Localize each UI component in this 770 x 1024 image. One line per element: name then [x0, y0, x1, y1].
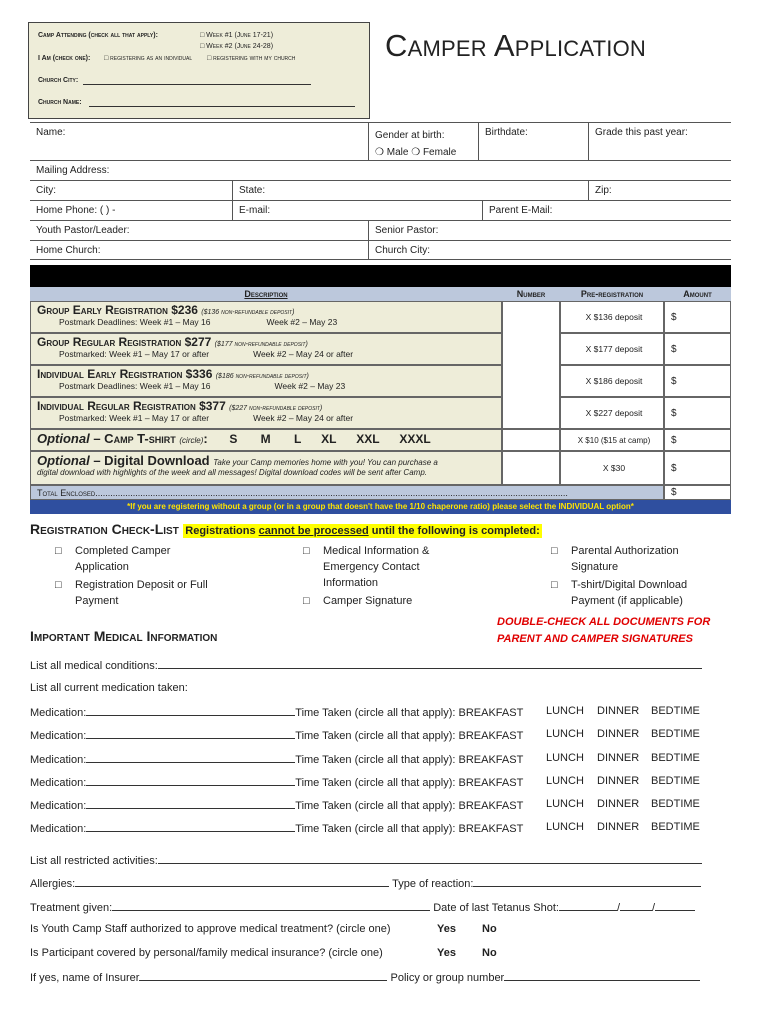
fee-row-tshirt: Optional – Camp T-shirt (circle): S M L XL XXL XXXL	[30, 429, 502, 451]
authorized-no[interactable]: No	[482, 923, 497, 935]
time-taken-breakfast[interactable]: Time Taken (circle all that apply): BREAKFAST	[295, 730, 524, 742]
prereg-header: Pre-registration	[560, 287, 664, 301]
fee-note: ($227 non-refundable deposit)	[229, 405, 323, 412]
time-taken-dinner[interactable]: DINNER	[597, 798, 640, 810]
fee-note: ($177 non-refundable deposit)	[214, 341, 308, 348]
prereg-cell: X $227 deposit	[560, 397, 664, 429]
download-desc-cont: digital download with highlights of the week and all messages! Digital download codes will be sent after Camp.	[37, 468, 427, 477]
fee-row-download	[30, 451, 502, 485]
policy-blank[interactable]	[504, 970, 700, 981]
restricted-label: List all restricted activities:	[30, 855, 158, 867]
reaction-blank[interactable]	[473, 876, 701, 887]
checklist-item-label: Parental Authorization Signature	[571, 545, 679, 573]
fee-name: Group Regular Registration $277	[37, 335, 212, 349]
home-church-field[interactable]: Home Church:	[36, 245, 101, 256]
parent-email-field[interactable]: Parent E-Mail:	[482, 201, 731, 220]
birthdate-field[interactable]: Birthdate:	[478, 123, 588, 160]
checklist-item-parental[interactable]	[551, 543, 711, 575]
insurer-label: If yes, name of Insurer	[30, 972, 140, 984]
fee-note: ($136 non-refundable deposit)	[201, 309, 295, 316]
checklist-item-label: Camper Signature	[323, 595, 413, 607]
fee-deadline-week1: Postmarked: Week #1 – May 17 or after	[59, 413, 210, 423]
church-city-line[interactable]	[83, 76, 311, 85]
week2-checkbox[interactable]: □ Week #2 (June 24-28)	[200, 43, 274, 50]
time-taken-bedtime[interactable]: BEDTIME	[651, 705, 700, 717]
tshirt-label: – Camp T-shirt	[93, 431, 176, 446]
time-taken-dinner[interactable]: DINNER	[597, 728, 640, 740]
checklist-item-label: T-shirt/Digital Download Payment (if applicable)	[571, 579, 688, 607]
reaction-label: Type of reaction:	[392, 878, 474, 890]
checkbox-icon[interactable]: □	[303, 595, 310, 607]
allergies-line[interactable]	[30, 876, 701, 890]
prereg-cell: X $30	[560, 451, 664, 485]
medication-blank[interactable]	[86, 821, 295, 832]
time-taken-bedtime[interactable]: BEDTIME	[651, 775, 700, 787]
checklist-item-label: Medical Information & Emergency Contact Information	[323, 545, 430, 589]
medical-heading: Important Medical Information	[30, 628, 218, 644]
amount-cell[interactable]: $	[664, 365, 731, 397]
time-taken-lunch[interactable]: LUNCH	[546, 728, 584, 740]
time-taken-breakfast[interactable]: Time Taken (circle all that apply): BREAKFAST	[295, 707, 524, 719]
policy-label: Policy or group number	[390, 972, 505, 984]
current-meds-label: List all current medication taken:	[30, 682, 188, 694]
info-row-phone	[30, 200, 731, 220]
checklist-item-deposit[interactable]	[55, 577, 235, 609]
zip-field[interactable]: Zip:	[588, 181, 731, 200]
youth-pastor-field[interactable]: Youth Pastor/Leader:	[36, 225, 130, 236]
optional-label: Optional	[37, 431, 90, 446]
covered-question: Is Participant covered by personal/family medical insurance? (circle one)	[30, 947, 383, 959]
checkbox-icon[interactable]: □	[551, 545, 558, 557]
fee-deadline-week1: Postmarked: Week #1 – May 17 or after	[59, 349, 210, 359]
prereg-cell: X $10 ($15 at camp)	[560, 429, 664, 451]
checklist-item-signature[interactable]	[303, 593, 463, 609]
medication-row[interactable]	[30, 728, 523, 742]
camp-attending-label: Camp Attending (check all that apply):	[38, 32, 158, 39]
info-row-pastor	[30, 220, 731, 240]
checklist-title: Registration Check-List	[30, 521, 179, 537]
time-taken-bedtime[interactable]: BEDTIME	[651, 728, 700, 740]
time-taken-lunch[interactable]: LUNCH	[546, 798, 584, 810]
checklist-item-label: Completed Camper Application	[75, 545, 171, 573]
senior-pastor-field[interactable]: Senior Pastor:	[368, 221, 731, 240]
info-row-city	[30, 180, 731, 200]
name-field[interactable]: Name:	[36, 127, 66, 138]
number-input-download[interactable]	[502, 451, 560, 485]
church-name-label: Church Name:	[38, 99, 82, 106]
restricted-line[interactable]	[30, 853, 702, 867]
allergies-blank[interactable]	[75, 876, 389, 887]
fee-deadline-week2: Week #2 – May 23	[266, 317, 338, 327]
covered-yes[interactable]: Yes	[437, 947, 456, 959]
amount-cell[interactable]: $	[664, 333, 731, 365]
gender-options[interactable]: ❍ Male ❍ Female	[375, 147, 457, 158]
church-checkbox[interactable]: □ registering with my church	[207, 55, 296, 62]
checkbox-icon[interactable]: □	[55, 579, 62, 591]
checkbox-icon[interactable]: □	[55, 545, 62, 557]
checklist-item-medical[interactable]	[303, 543, 463, 591]
checklist-note-a: Registrations	[185, 525, 256, 537]
individual-checkbox[interactable]: □ registering as an individual	[104, 55, 193, 62]
treatment-blank[interactable]	[112, 900, 430, 911]
insurer-line[interactable]	[30, 970, 700, 984]
table-header-bar	[30, 265, 731, 287]
fee-deadline-week1: Postmark Deadlines: Week #1 – May 16	[59, 317, 211, 327]
medication-row[interactable]	[30, 775, 523, 789]
time-taken-breakfast[interactable]: Time Taken (circle all that apply): BREAKFAST	[295, 777, 524, 789]
number-input-main[interactable]	[502, 301, 560, 429]
time-taken-breakfast[interactable]: Time Taken (circle all that apply): BREAKFAST	[295, 823, 524, 835]
conditions-blank[interactable]	[158, 658, 702, 669]
amount-header: Amount	[664, 287, 731, 301]
checklist-note-b: cannot be processed	[258, 525, 369, 537]
church-city-label: Church City:	[38, 77, 79, 84]
time-taken-dinner[interactable]: DINNER	[597, 705, 640, 717]
insurer-blank[interactable]	[139, 970, 387, 981]
fee-row-individual-regular	[30, 397, 502, 429]
i-am-label: I Am (check one):	[38, 55, 91, 62]
time-taken-bedtime[interactable]: BEDTIME	[651, 821, 700, 833]
description-header: Description	[30, 287, 502, 301]
checklist-heading	[30, 521, 542, 539]
amount-cell[interactable]: $	[664, 397, 731, 429]
medication-label: Medication:	[30, 777, 87, 789]
info-row-name	[30, 122, 731, 160]
state-field[interactable]: State:	[232, 181, 588, 200]
medication-blank[interactable]	[86, 728, 295, 739]
medication-row[interactable]	[30, 798, 523, 812]
number-header: Number	[502, 287, 560, 301]
amount-cell[interactable]: $	[664, 429, 731, 451]
medication-label: Medication:	[30, 707, 87, 719]
prereg-cell: X $186 deposit	[560, 365, 664, 397]
conditions-label: List all medical conditions:	[30, 660, 158, 672]
medication-row[interactable]	[30, 705, 523, 719]
fee-name: Individual Regular Registration $377	[37, 399, 226, 413]
amount-cell[interactable]: $	[664, 451, 731, 485]
info-row-church	[30, 240, 731, 260]
checklist-item-tshirt[interactable]	[551, 577, 711, 609]
gender-field[interactable]	[368, 123, 478, 160]
fee-deadline-week2: Week #2 – May 24 or after	[253, 349, 354, 359]
optional-label: Optional	[37, 453, 90, 468]
medication-blank[interactable]	[86, 705, 295, 716]
treatment-label: Treatment given:	[30, 902, 113, 914]
prereg-cell: X $177 deposit	[560, 333, 664, 365]
medication-label: Medication:	[30, 730, 87, 742]
authorized-question: Is Youth Camp Staff authorized to approve medical treatment? (circle one)	[30, 923, 391, 935]
amount-cell[interactable]: $	[664, 301, 731, 333]
fee-row-individual-early	[30, 365, 502, 397]
time-taken-dinner[interactable]: DINNER	[597, 821, 640, 833]
time-taken-lunch[interactable]: LUNCH	[546, 775, 584, 787]
week1-checkbox[interactable]: □ Week #1 (June 17-21)	[200, 32, 274, 39]
time-taken-lunch[interactable]: LUNCH	[546, 821, 584, 833]
tetanus-month[interactable]	[559, 900, 617, 911]
medication-blank[interactable]	[86, 798, 295, 809]
page-title: Camper Application	[385, 28, 646, 63]
fee-row-group-regular	[30, 333, 502, 365]
fee-note: ($186 non-refundable deposit)	[215, 373, 309, 380]
time-taken-bedtime[interactable]: BEDTIME	[651, 798, 700, 810]
time-taken-dinner[interactable]: DINNER	[597, 775, 640, 787]
city-field[interactable]: City:	[36, 185, 56, 196]
medication-blank[interactable]	[86, 775, 295, 786]
medication-blank[interactable]	[86, 752, 295, 763]
home-phone-field[interactable]: Home Phone: ( ) -	[36, 205, 116, 216]
medication-label: Medication:	[30, 823, 87, 835]
email-field[interactable]: E-mail:	[232, 201, 482, 220]
fee-deadline-week2: Week #2 – May 23	[274, 381, 346, 391]
checkbox-icon[interactable]: □	[303, 545, 310, 557]
church-name-line[interactable]	[89, 98, 355, 107]
checklist-note-c: until the following is completed:	[371, 525, 540, 537]
treatment-line[interactable]: Treatment given: Date of last Tetanus Shot: / /	[30, 900, 695, 914]
fee-deadline-week2: Week #2 – May 24 or after	[253, 413, 354, 423]
fee-name: Individual Early Registration $336	[37, 367, 213, 381]
home-church-city-field[interactable]: Church City:	[368, 241, 731, 259]
medication-label: Medication:	[30, 754, 87, 766]
time-taken-breakfast[interactable]: Time Taken (circle all that apply): BREAKFAST	[295, 800, 524, 812]
camp-selection-box	[28, 22, 370, 119]
checklist-item-application[interactable]	[55, 543, 215, 575]
download-desc: Take your Camp memories home with you! You can purchase a	[213, 458, 438, 467]
time-taken-bedtime[interactable]: BEDTIME	[651, 752, 700, 764]
mailing-field[interactable]: Mailing Address:	[36, 165, 110, 176]
total-amount-cell[interactable]: $	[664, 485, 731, 500]
tshirt-sizes[interactable]: S M L XL XXL XXXL	[229, 432, 431, 446]
conditions-line[interactable]	[30, 658, 702, 672]
prereg-cell: X $136 deposit	[560, 301, 664, 333]
tetanus-day[interactable]	[620, 900, 652, 911]
fee-deadline-week1: Postmark Deadlines: Week #1 – May 16	[59, 381, 211, 391]
download-label: – Digital Download	[93, 453, 210, 468]
tetanus-label: Date of last Tetanus Shot:	[433, 902, 559, 914]
medication-row[interactable]	[30, 821, 523, 835]
restricted-blank[interactable]	[158, 853, 702, 864]
medication-label: Medication:	[30, 800, 87, 812]
checklist-item-label: Registration Deposit or Full Payment	[75, 579, 208, 607]
time-taken-lunch[interactable]: LUNCH	[546, 752, 584, 764]
fee-name: Group Early Registration $236	[37, 303, 198, 317]
authorized-yes[interactable]: Yes	[437, 923, 456, 935]
total-enclosed-row: Total Enclosed.............................................................................................................................................................................................	[30, 485, 664, 500]
tetanus-year[interactable]	[655, 900, 695, 911]
gender-label: Gender at birth:	[375, 130, 445, 141]
time-taken-dinner[interactable]: DINNER	[597, 752, 640, 764]
grade-field[interactable]: Grade this past year:	[588, 123, 731, 160]
time-taken-breakfast[interactable]: Time Taken (circle all that apply): BREAKFAST	[295, 754, 524, 766]
checkbox-icon[interactable]: □	[551, 579, 558, 591]
time-taken-lunch[interactable]: LUNCH	[546, 705, 584, 717]
info-row-mailing	[30, 160, 731, 180]
circle-note: (circle)	[179, 436, 204, 445]
individual-option-footnote: *If you are registering without a group (or in a group that doesn't have the 1/10 chaperone ratio) please select the INDIVIDUAL option*	[30, 500, 731, 514]
covered-no[interactable]: No	[482, 947, 497, 959]
medication-row[interactable]	[30, 752, 523, 766]
allergies-label: Allergies:	[30, 878, 76, 890]
signature-warning: DOUBLE-CHECK ALL DOCUMENTS FOR PARENT AND CAMPER SIGNATURES	[497, 616, 711, 645]
fee-row-group-early	[30, 301, 502, 333]
number-input-tshirt[interactable]	[502, 429, 560, 451]
